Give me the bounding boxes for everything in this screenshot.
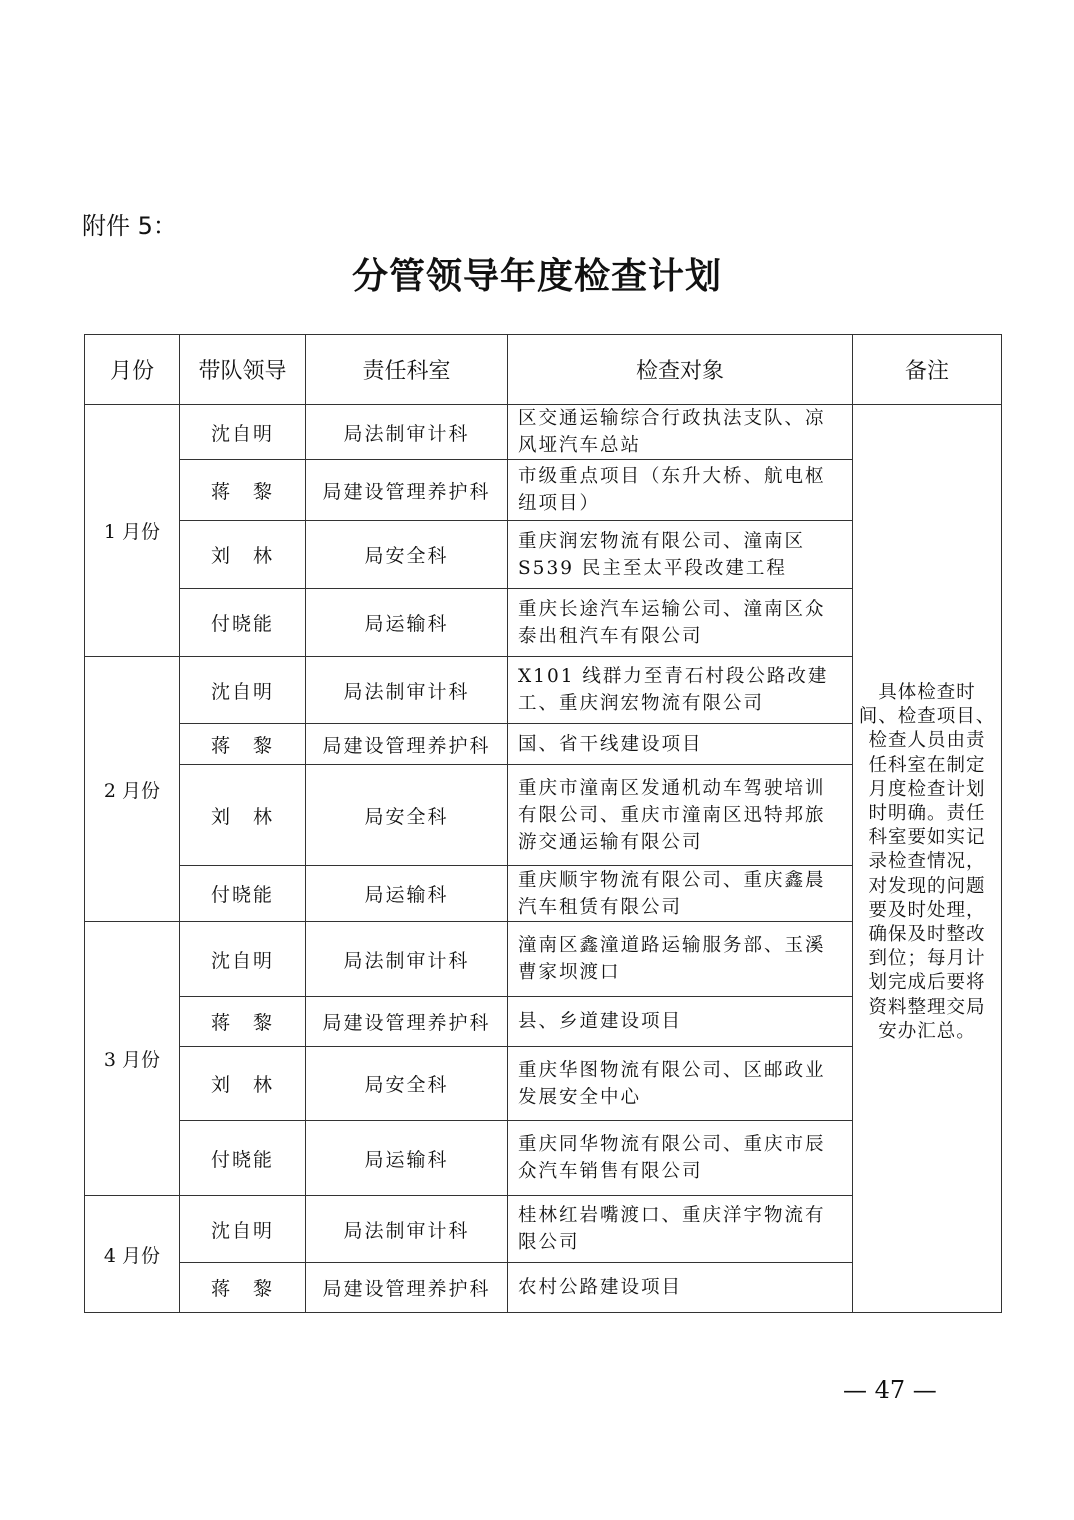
leader-cell: 沈自明 bbox=[180, 1196, 306, 1263]
dept-cell: 局法制审计科 bbox=[306, 657, 508, 724]
header-note: 备注 bbox=[853, 335, 1002, 405]
dept-cell: 局建设管理养护科 bbox=[306, 724, 508, 765]
leader-cell: 蒋 黎 bbox=[180, 1263, 306, 1313]
target-cell: 重庆市潼南区发通机动车驾驶培训有限公司、重庆市潼南区迅特邦旅游交通运输有限公司 bbox=[508, 765, 853, 866]
target-cell: 重庆顺宇物流有限公司、重庆鑫晨汽车租赁有限公司 bbox=[508, 866, 853, 922]
note-line: 月度检查计划 bbox=[868, 778, 986, 800]
month-cell: 4 月份 bbox=[85, 1196, 180, 1313]
month-cell: 3 月份 bbox=[85, 922, 180, 1196]
note-line: 任科室在制定 bbox=[868, 754, 986, 776]
note-line: 安办汇总。 bbox=[878, 1020, 976, 1042]
leader-cell: 沈自明 bbox=[180, 657, 306, 724]
leader-cell: 蒋 黎 bbox=[180, 460, 306, 521]
note-line: 具体检查时 bbox=[878, 681, 976, 703]
table-header-row bbox=[85, 335, 1002, 405]
target-cell: 重庆同华物流有限公司、重庆市辰众汽车销售有限公司 bbox=[508, 1121, 853, 1196]
target-cell: 市级重点项目（东升大桥、航电枢纽项目） bbox=[508, 460, 853, 521]
table-row bbox=[85, 405, 1002, 460]
note-line: 要及时处理， bbox=[868, 899, 986, 921]
dept-cell: 局运输科 bbox=[306, 866, 508, 922]
dept-cell: 局安全科 bbox=[306, 1047, 508, 1121]
dept-cell: 局安全科 bbox=[306, 765, 508, 866]
target-cell: 区交通运输综合行政执法支队、凉风垭汽车总站 bbox=[508, 405, 853, 460]
dept-cell: 局法制审计科 bbox=[306, 405, 508, 460]
note-cell bbox=[853, 405, 1002, 1313]
note-line: 检查人员由责 bbox=[868, 730, 986, 752]
header-leader: 带队领导 bbox=[180, 335, 306, 405]
target-cell: 农村公路建设项目 bbox=[508, 1263, 853, 1313]
dept-cell: 局法制审计科 bbox=[306, 922, 508, 997]
header-month: 月份 bbox=[85, 335, 180, 405]
target-cell: 重庆华图物流有限公司、区邮政业发展安全中心 bbox=[508, 1047, 853, 1121]
dept-cell: 局安全科 bbox=[306, 521, 508, 589]
note-line: 资料整理交局 bbox=[868, 996, 986, 1018]
target-cell: 重庆润宏物流有限公司、潼南区S539 民主至太平段改建工程 bbox=[508, 521, 853, 589]
dept-cell: 局建设管理养护科 bbox=[306, 997, 508, 1047]
note-line: 时明确。责任 bbox=[868, 802, 986, 824]
note-line: 科室要如实记 bbox=[868, 827, 986, 849]
target-cell: 重庆长途汽车运输公司、潼南区众泰出租汽车有限公司 bbox=[508, 589, 853, 657]
dept-cell: 局建设管理养护科 bbox=[306, 460, 508, 521]
leader-cell: 蒋 黎 bbox=[180, 997, 306, 1047]
note-line: 间、检查项目、 bbox=[858, 706, 996, 728]
header-target: 检查对象 bbox=[508, 335, 853, 405]
leader-cell: 蒋 黎 bbox=[180, 724, 306, 765]
leader-cell: 沈自明 bbox=[180, 405, 306, 460]
header-dept: 责任科室 bbox=[306, 335, 508, 405]
attachment-label: 附件 5： bbox=[82, 212, 177, 240]
dept-cell: 局建设管理养护科 bbox=[306, 1263, 508, 1313]
leader-cell: 刘 林 bbox=[180, 1047, 306, 1121]
leader-cell: 付晓能 bbox=[180, 1121, 306, 1196]
page-title: 分管领导年度检查计划 bbox=[351, 255, 722, 297]
target-cell: 潼南区鑫潼道路运输服务部、玉溪曹家坝渡口 bbox=[508, 922, 853, 997]
dept-cell: 局运输科 bbox=[306, 1121, 508, 1196]
dept-cell: 局法制审计科 bbox=[306, 1196, 508, 1263]
note-line: 对发现的问题 bbox=[868, 875, 986, 897]
leader-cell: 付晓能 bbox=[180, 589, 306, 657]
month-cell: 2 月份 bbox=[85, 657, 180, 922]
target-cell: 县、乡道建设项目 bbox=[508, 997, 853, 1047]
page-number: — 47 — bbox=[843, 1376, 937, 1404]
note-line: 到位；每月计 bbox=[868, 948, 986, 970]
leader-cell: 刘 林 bbox=[180, 521, 306, 589]
leader-cell: 付晓能 bbox=[180, 866, 306, 922]
dept-cell: 局运输科 bbox=[306, 589, 508, 657]
target-cell: X101 线群力至青石村段公路改建工、重庆润宏物流有限公司 bbox=[508, 657, 853, 724]
target-cell: 国、省干线建设项目 bbox=[508, 724, 853, 765]
note-line: 录检查情况， bbox=[868, 851, 986, 873]
note-line: 确保及时整改 bbox=[868, 924, 986, 945]
leader-cell: 刘 林 bbox=[180, 765, 306, 866]
inspection-plan-table bbox=[84, 334, 1002, 1313]
month-cell: 1 月份 bbox=[85, 405, 180, 657]
leader-cell: 沈自明 bbox=[180, 922, 306, 997]
target-cell: 桂林红岩嘴渡口、重庆洋宇物流有限公司 bbox=[508, 1196, 853, 1263]
note-line: 划完成后要将 bbox=[868, 972, 986, 994]
